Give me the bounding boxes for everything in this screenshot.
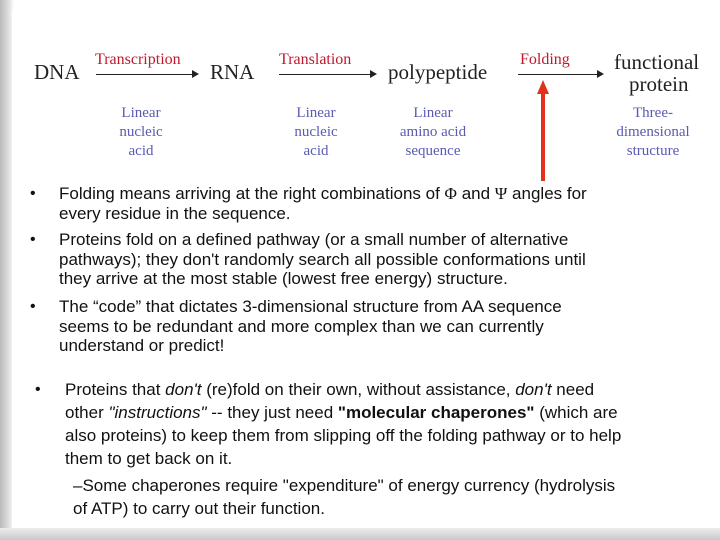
- desc-line: structure: [626, 143, 680, 159]
- bullet-line: understand or predict!: [59, 336, 225, 355]
- arrow-transcription: [96, 74, 193, 75]
- text-run: -- they just need: [206, 403, 338, 422]
- bullet-line: every residue in the sequence.: [59, 203, 291, 223]
- bullet-dot: •: [30, 298, 36, 315]
- text-run: other: [65, 403, 109, 422]
- desc-line: Linear: [413, 105, 453, 121]
- desc-polypeptide: [388, 104, 478, 161]
- step-folding: Folding: [520, 51, 570, 68]
- desc-line: nucleic: [294, 124, 338, 140]
- text-run: Folding means arriving at the right combinations of: [59, 184, 445, 203]
- bullet-line: they arrive at the most stable (lowest free energy) structure.: [59, 269, 508, 288]
- bullet-line: [65, 401, 621, 424]
- stage-protein: protein: [629, 72, 689, 96]
- desc-rna: [104, 104, 178, 161]
- desc-line: amino acid: [399, 124, 467, 140]
- text-run-italic: don't: [165, 380, 202, 399]
- bullet-dot: •: [30, 185, 36, 202]
- bullet-line: them to get back on it.: [65, 449, 233, 468]
- bullet-defined-pathway: [30, 230, 586, 289]
- text-run: Proteins that: [65, 380, 166, 399]
- arrow-translation-head: [370, 70, 377, 78]
- bullet-line: also proteins) to keep them from slipping off the folding pathway or to help: [65, 426, 622, 445]
- desc-line: Three-: [633, 105, 673, 121]
- step-transcription: Transcription: [95, 51, 181, 68]
- desc-line: acid: [128, 143, 154, 159]
- text-run: angles for: [507, 184, 587, 203]
- stage-polypeptide: polypeptide: [388, 60, 488, 84]
- arrow-transcription-head: [192, 70, 199, 78]
- desc-line: nucleic: [119, 124, 163, 140]
- text-run: and: [456, 184, 495, 203]
- desc-line: sequence: [405, 143, 461, 159]
- step-translation: Translation: [279, 51, 352, 68]
- bullet-line: seems to be redundant and more complex than we can currently: [59, 316, 544, 336]
- highlight-arrow-head: [537, 80, 549, 94]
- bullet-dot: •: [30, 231, 36, 248]
- bullet-line: [65, 378, 621, 401]
- text-run: (re)fold on their own, without assistance,: [201, 380, 516, 399]
- text-run: (which are: [534, 403, 618, 422]
- desc-translation: [279, 104, 353, 161]
- bullet-line: pathways); they don't randomly search all possible conformations until: [59, 249, 586, 269]
- sub-bullet-atp: [73, 474, 615, 520]
- desc-line: acid: [303, 143, 329, 159]
- stage-dna: DNA: [34, 60, 80, 84]
- phi-symbol: Φ: [444, 184, 457, 203]
- psi-symbol: Ψ: [494, 184, 508, 203]
- arrow-folding-head: [597, 70, 604, 78]
- text-run-italic: "instructions": [108, 403, 207, 422]
- arrow-folding: [518, 74, 598, 75]
- desc-line: Linear: [296, 105, 336, 121]
- bullet-code: [30, 297, 562, 356]
- text-run: need: [551, 380, 595, 399]
- desc-line: Linear: [121, 105, 161, 121]
- stage-rna: RNA: [210, 60, 255, 84]
- bullet-folding-angles: [30, 184, 587, 223]
- bottom-shade: [0, 528, 720, 540]
- bullet-line: [59, 184, 587, 204]
- stage-functional: functional: [614, 50, 700, 74]
- bullet-line: Proteins fold on a defined pathway (or a small number of alternative: [59, 230, 569, 249]
- highlight-arrow-shaft: [541, 93, 545, 181]
- text-run-italic: don't: [515, 380, 552, 399]
- arrow-translation: [279, 74, 371, 75]
- sub-bullet-line: –Some chaperones require "expenditure" of energy currency (hydrolysis: [73, 476, 616, 495]
- desc-line: dimensional: [616, 124, 690, 140]
- bullet-line: The “code” that dictates 3-dimensional structure from AA sequence: [59, 297, 562, 316]
- bullet-dot: •: [35, 381, 41, 398]
- bullet-chaperones: [35, 378, 622, 470]
- sub-bullet-line: of ATP) to carry out their function.: [73, 499, 325, 518]
- text-run-bold: "molecular chaperones": [337, 403, 535, 422]
- desc-protein: [607, 104, 699, 161]
